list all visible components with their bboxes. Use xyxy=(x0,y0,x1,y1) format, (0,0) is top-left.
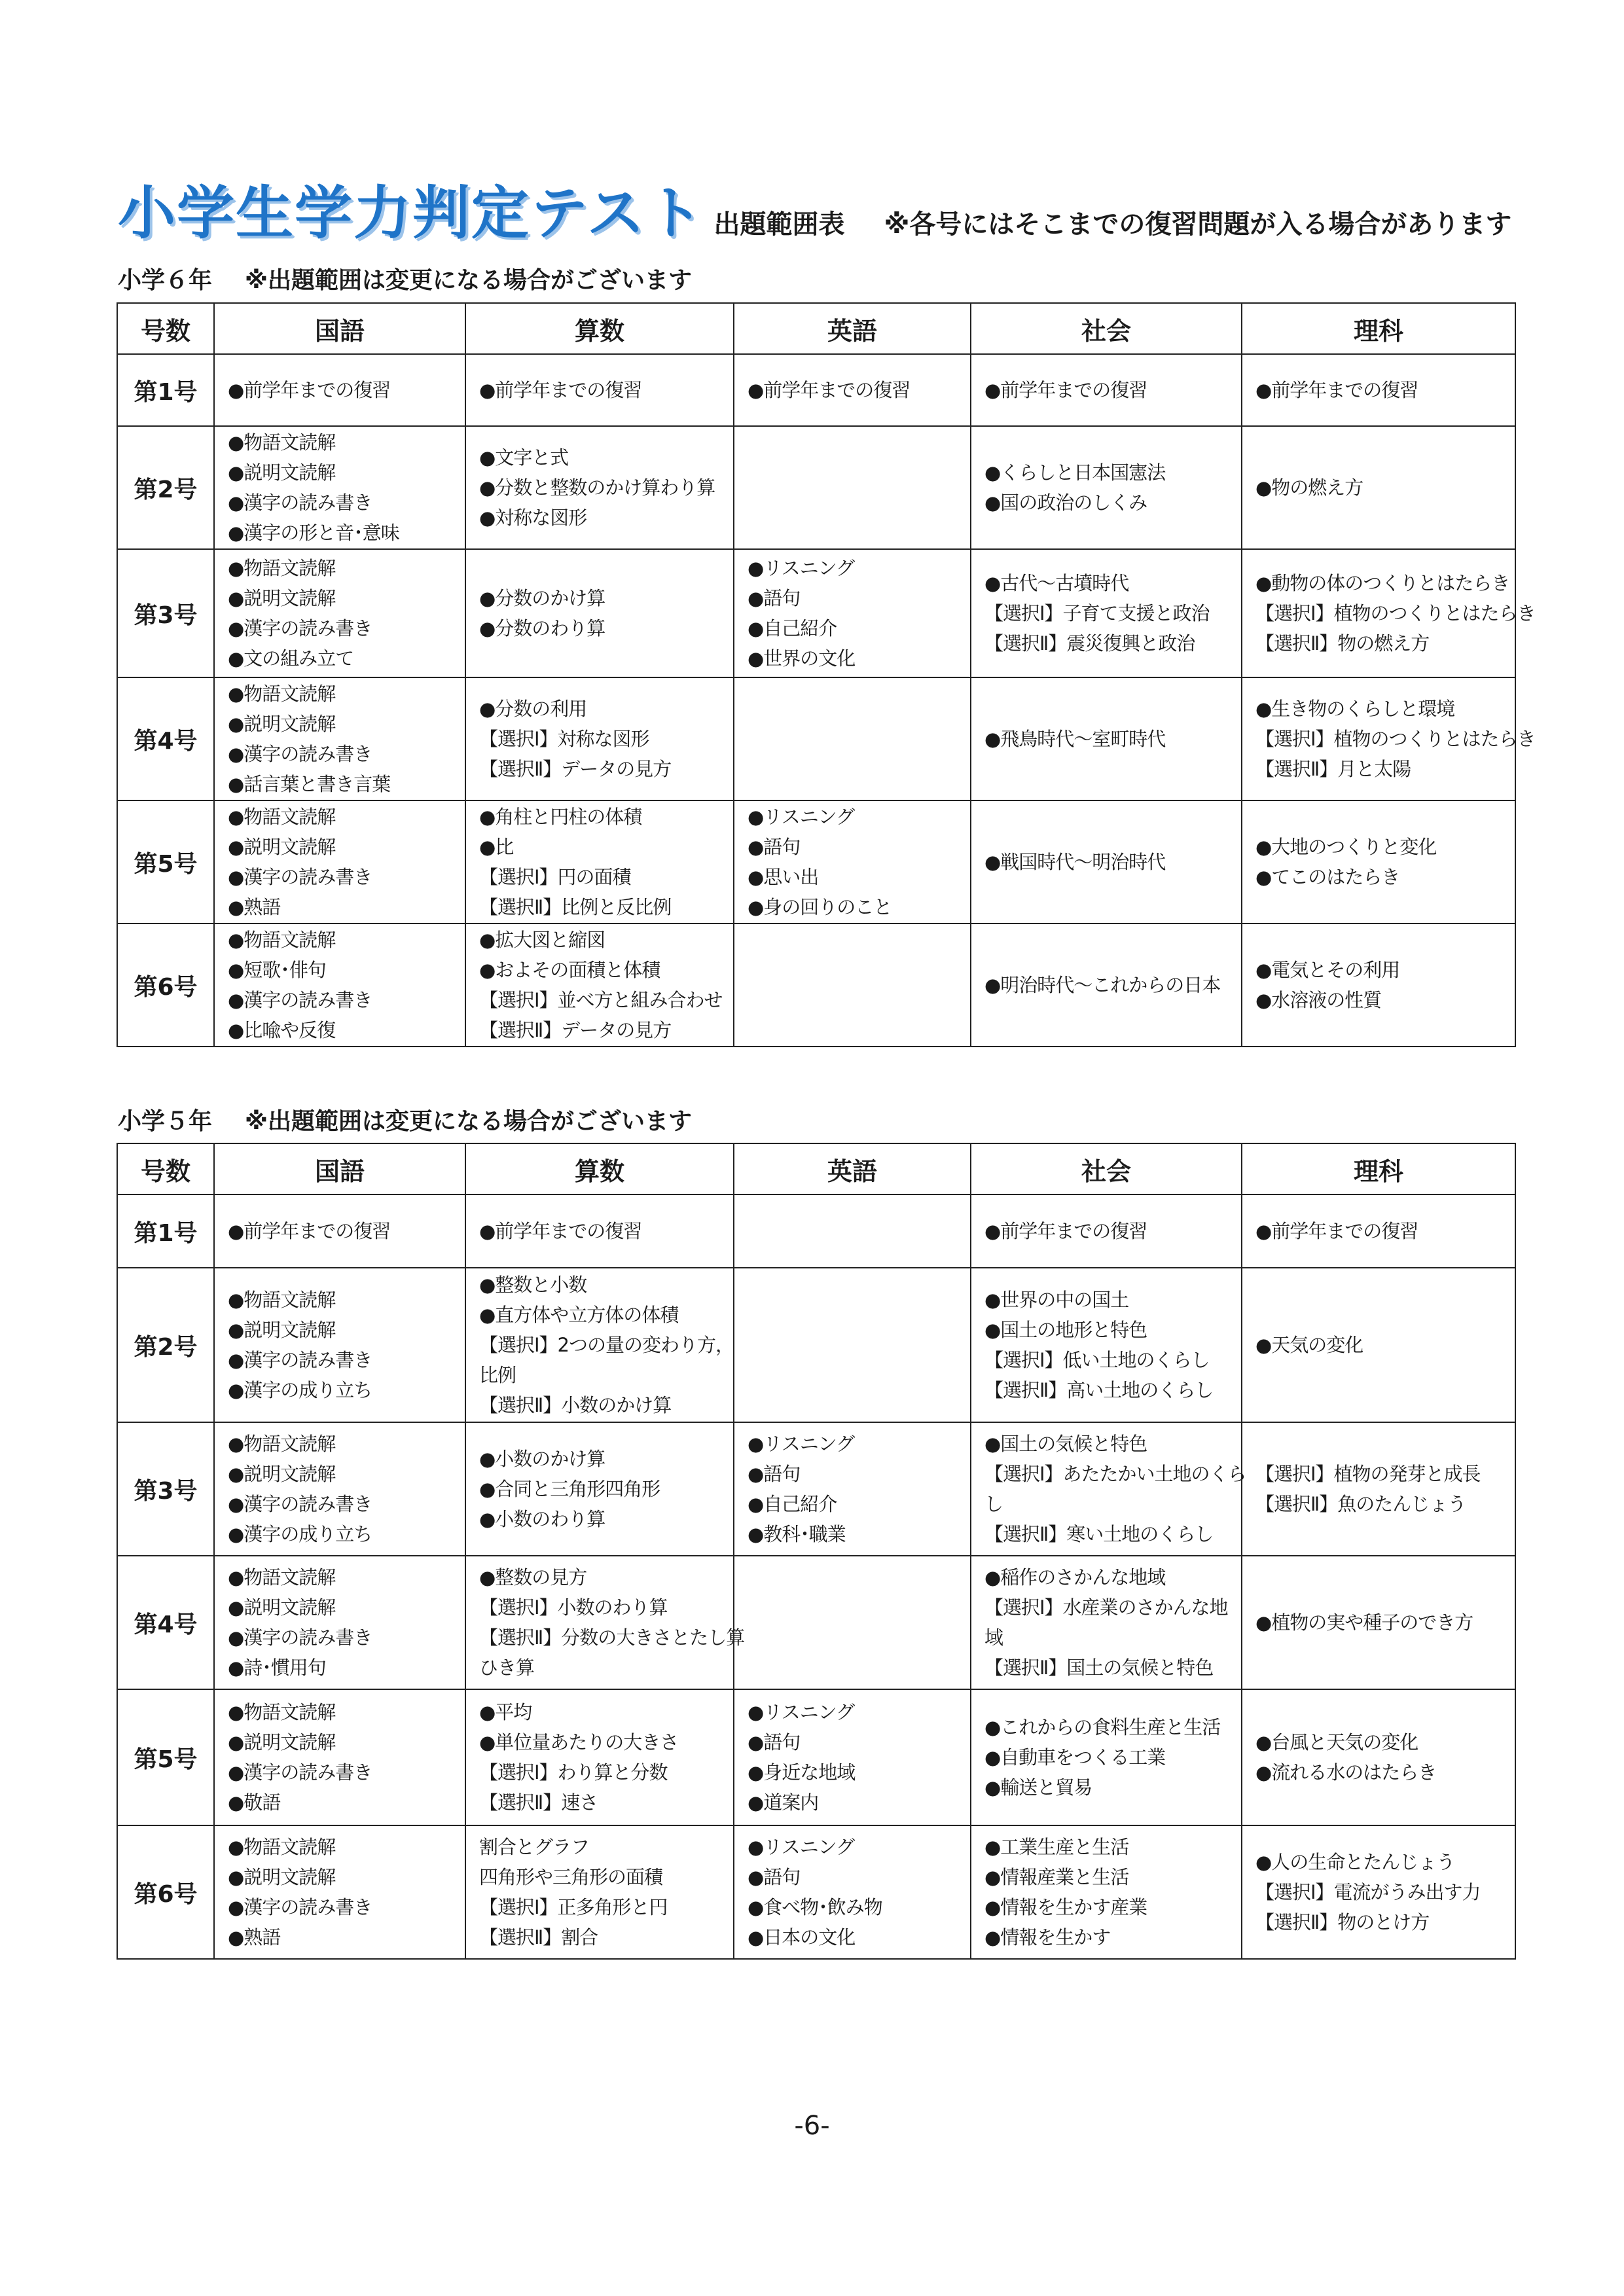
scope-cell-japanese xyxy=(214,1268,465,1422)
topic-item: ●リスニング xyxy=(748,1836,855,1858)
topic-item: ●飛鳥時代～室町時代 xyxy=(984,728,1166,750)
scope-cell-japanese xyxy=(214,1825,465,1959)
scope-cell-english xyxy=(734,1194,971,1268)
page-note: ※各号にはそこまでの復習問題が入る場合があります xyxy=(884,209,1512,240)
topic-item: 【選択Ⅱ】小数のかけ算 xyxy=(479,1394,672,1416)
scope-cell-math xyxy=(465,426,734,549)
topic-item: 【選択Ⅰ】電流がうみ出す力 xyxy=(1255,1881,1481,1903)
topic-item: ●語句 xyxy=(748,1463,801,1485)
topic-item: ●漢字の読み書き xyxy=(228,1761,372,1784)
topic-item: 【選択Ⅰ】並べ方と組み合わせ xyxy=(479,989,723,1011)
topic-item: ●漢字の読み書き xyxy=(228,1349,372,1371)
topic-item: ●物語文読解 xyxy=(228,1289,336,1311)
grade-note: ※出題範囲は変更になる場合がございます xyxy=(245,267,693,294)
topic-item: ●物語文読解 xyxy=(228,431,336,454)
scope-cell-social xyxy=(971,1689,1242,1825)
scope-table-grade6 xyxy=(117,302,1536,1047)
topic-item: ●漢字の読み書き xyxy=(228,743,372,765)
topic-item: ●漢字の成り立ち xyxy=(228,1379,372,1401)
topic-item: ●リスニング xyxy=(748,806,855,828)
scope-cell-social xyxy=(971,354,1242,426)
topic-item: ●分数の利用 xyxy=(479,698,587,720)
scope-cell-japanese xyxy=(214,1556,465,1689)
table-row xyxy=(117,800,1515,924)
topic-item: ●世界の文化 xyxy=(748,647,856,670)
topic-item: ●漢字の読み書き xyxy=(228,989,372,1011)
column-header: 算数 xyxy=(465,1143,734,1194)
table-row xyxy=(117,426,1515,549)
topic-item: ●合同と三角形四角形 xyxy=(479,1478,660,1500)
table-row xyxy=(117,1268,1515,1422)
topic-item: ●てこのはたらき xyxy=(1255,866,1400,888)
topic-item: ●教科･職業 xyxy=(748,1523,846,1545)
scope-cell-japanese xyxy=(214,1689,465,1825)
scope-cell-math xyxy=(465,677,734,800)
topic-item: ●人の生命とたんじょう xyxy=(1255,1851,1455,1873)
scope-cell-science xyxy=(1242,1825,1515,1959)
scope-cell-science xyxy=(1242,1422,1515,1556)
scope-cell-social xyxy=(971,549,1242,677)
scope-cell-english xyxy=(734,549,971,677)
topic-item: 【選択Ⅰ】正多角形と円 xyxy=(479,1896,668,1918)
topic-item: ●角柱と円柱の体積 xyxy=(479,806,642,828)
scope-cell-science xyxy=(1242,426,1515,549)
topic-item: ●語句 xyxy=(748,1731,801,1753)
topic-item: ●物語文読解 xyxy=(228,1433,336,1455)
topic-item: 【選択Ⅱ】データの見方 xyxy=(479,1019,672,1041)
topic-item: 【選択Ⅰ】2つの量の変わり方， xyxy=(479,1334,734,1356)
topic-item: ●世界の中の国土 xyxy=(984,1289,1129,1311)
topic-item: ●天気の変化 xyxy=(1255,1334,1363,1356)
topic-item: ●前学年までの復習 xyxy=(228,379,391,401)
scope-cell-science xyxy=(1242,1268,1515,1422)
scope-cell-math xyxy=(465,924,734,1047)
topic-item: ●物語文読解 xyxy=(228,1566,336,1588)
scope-cell-science xyxy=(1242,800,1515,924)
issue-number: 第4号 xyxy=(117,1556,214,1689)
scope-cell-science xyxy=(1242,354,1515,426)
topic-item: ●文字と式 xyxy=(479,446,569,469)
topic-item: ●説明文読解 xyxy=(228,1866,336,1888)
grade-label: 小学５年 xyxy=(118,1108,213,1135)
issue-number: 第5号 xyxy=(117,800,214,924)
topic-item: ●説明文読解 xyxy=(228,713,336,735)
scope-cell-english xyxy=(734,1556,971,1689)
topic-item: ●小数のわり算 xyxy=(479,1508,605,1530)
scope-cell-english xyxy=(734,1825,971,1959)
topic-item: ●国の政治のしくみ xyxy=(984,492,1147,514)
scope-cell-math xyxy=(465,1422,734,1556)
topic-item: ●拡大図と縮図 xyxy=(479,929,605,951)
topic-item: ●漢字の読み書き xyxy=(228,617,372,639)
issue-number: 第1号 xyxy=(117,1194,214,1268)
scope-cell-science xyxy=(1242,924,1515,1047)
topic-item: ●対称な図形 xyxy=(479,507,587,529)
topic-item: 割合とグラフ xyxy=(479,1836,590,1858)
issue-number: 第3号 xyxy=(117,1422,214,1556)
scope-cell-japanese xyxy=(214,1194,465,1268)
topic-item: ●前学年までの復習 xyxy=(479,379,642,401)
scope-cell-english xyxy=(734,354,971,426)
column-header: 理科 xyxy=(1242,1143,1515,1194)
topic-item: ●およその面積と体積 xyxy=(479,959,660,981)
topic-item: ●熟語 xyxy=(228,896,281,918)
topic-item: ●漢字の読み書き xyxy=(228,1493,372,1515)
topic-item: 【選択Ⅰ】対称な図形 xyxy=(479,728,649,750)
topic-item: ●戦国時代～明治時代 xyxy=(984,851,1166,873)
topic-item: ●国土の気候と特色 xyxy=(984,1433,1147,1455)
topic-item: ●情報を生かす xyxy=(984,1926,1111,1948)
issue-number: 第4号 xyxy=(117,677,214,800)
scope-cell-social xyxy=(971,1194,1242,1268)
topic-item: 【選択Ⅱ】震災復興と政治 xyxy=(984,632,1195,655)
table-row xyxy=(117,1689,1515,1825)
scope-cell-science xyxy=(1242,1689,1515,1825)
scope-cell-social xyxy=(971,677,1242,800)
page-title: 小学生学力判定テスト xyxy=(118,179,705,247)
topic-item: ●短歌･俳句 xyxy=(228,959,326,981)
column-header: 英語 xyxy=(734,303,971,354)
scope-cell-math xyxy=(465,800,734,924)
topic-item: ●敬語 xyxy=(228,1791,281,1814)
topic-item: ●日本の文化 xyxy=(748,1926,856,1948)
topic-item: ●生き物のくらしと環境 xyxy=(1255,698,1455,720)
scope-cell-english xyxy=(734,1422,971,1556)
topic-item: ●物語文読解 xyxy=(228,1836,336,1858)
scope-cell-math xyxy=(465,1194,734,1268)
page-number: -6- xyxy=(794,2111,830,2141)
scope-cell-math xyxy=(465,1825,734,1959)
topic-item: ●古代～古墳時代 xyxy=(984,572,1129,594)
scope-cell-science xyxy=(1242,1194,1515,1268)
column-header: 号数 xyxy=(117,1143,214,1194)
topic-item: ●前学年までの復習 xyxy=(479,1220,642,1242)
topic-item: 【選択Ⅰ】わり算と分数 xyxy=(479,1761,668,1784)
topic-item: 【選択Ⅰ】子育て支援と政治 xyxy=(984,602,1210,624)
column-header: 算数 xyxy=(465,303,734,354)
issue-number: 第3号 xyxy=(117,549,214,677)
scope-cell-science xyxy=(1242,677,1536,800)
topic-item: ●電気とその利用 xyxy=(1255,959,1400,981)
table-row xyxy=(117,354,1515,426)
topic-item: ●小数のかけ算 xyxy=(479,1448,605,1470)
issue-number: 第2号 xyxy=(117,1268,214,1422)
topic-item: ●説明文読解 xyxy=(228,461,336,484)
section-heading-grade5 xyxy=(118,1103,692,1136)
scope-cell-english xyxy=(734,677,971,800)
topic-item: ●流れる水のはたらき xyxy=(1255,1761,1437,1784)
topic-item: ●漢字の読み書き xyxy=(228,866,372,888)
column-header: 理科 xyxy=(1242,303,1515,354)
topic-item: 【選択Ⅱ】割合 xyxy=(479,1926,598,1948)
table-row xyxy=(117,1422,1515,1556)
topic-item: ●比 xyxy=(479,836,514,858)
topic-item: ●前学年までの復習 xyxy=(1255,379,1418,401)
topic-item: ●身の回りのこと xyxy=(748,896,892,918)
scope-cell-science xyxy=(1242,1556,1515,1689)
grade-label: 小学６年 xyxy=(118,267,213,294)
topic-item: ●分数のわり算 xyxy=(479,617,605,639)
topic-item: ひき算 xyxy=(479,1657,535,1679)
topic-item: 【選択Ⅰ】水産業のさかんな地 xyxy=(984,1596,1228,1619)
topic-item: ●漢字の読み書き xyxy=(228,1896,372,1918)
topic-item: 四角形や三角形の面積 xyxy=(479,1866,663,1888)
topic-item: ●リスニング xyxy=(748,557,855,579)
topic-item: ●これからの食料生産と生活 xyxy=(984,1716,1221,1738)
topic-item: ●漢字の形と音･意味 xyxy=(228,522,399,544)
topic-item: ●分数と整数のかけ算わり算 xyxy=(479,476,715,499)
topic-item: ●整数の見方 xyxy=(479,1566,587,1588)
scope-cell-japanese xyxy=(214,677,465,800)
topic-item: ●前学年までの復習 xyxy=(1255,1220,1418,1242)
section-heading-grade6 xyxy=(118,262,692,295)
topic-item: ●動物の体のつくりとはたらき xyxy=(1255,572,1510,594)
scope-cell-english xyxy=(734,800,971,924)
topic-item: ●国土の地形と特色 xyxy=(984,1319,1147,1341)
topic-item: ●物語文読解 xyxy=(228,683,336,705)
table-row xyxy=(117,549,1515,677)
issue-number: 第2号 xyxy=(117,426,214,549)
topic-item: ●文の組み立て xyxy=(228,647,354,670)
column-header: 国語 xyxy=(214,1143,465,1194)
topic-item: ●輸送と貿易 xyxy=(984,1776,1092,1799)
topic-item: 【選択Ⅱ】魚のたんじょう xyxy=(1255,1493,1466,1515)
scope-cell-japanese xyxy=(214,924,465,1047)
topic-item: ●語句 xyxy=(748,1866,801,1888)
page-subtitle: 出題範囲表 xyxy=(713,209,845,240)
column-header: 英語 xyxy=(734,1143,971,1194)
topic-item: ●漢字の読み書き xyxy=(228,492,372,514)
topic-item: 【選択Ⅱ】国土の気候と特色 xyxy=(984,1657,1214,1679)
scope-cell-social xyxy=(971,426,1242,549)
table-header-row xyxy=(117,303,1515,354)
scope-cell-japanese xyxy=(214,1422,465,1556)
topic-item: 【選択Ⅱ】物のとけ方 xyxy=(1255,1911,1430,1933)
topic-item: 【選択Ⅱ】速さ xyxy=(479,1791,598,1814)
topic-item: 【選択Ⅱ】比例と反比例 xyxy=(479,896,672,918)
topic-item: 【選択Ⅱ】寒い土地のくらし xyxy=(984,1523,1214,1545)
topic-item: 比例 xyxy=(479,1364,516,1386)
issue-number: 第1号 xyxy=(117,354,214,426)
topic-item: ●情報産業と生活 xyxy=(984,1866,1129,1888)
topic-item: ●直方体や立方体の体積 xyxy=(479,1304,679,1326)
topic-item: ●整数と小数 xyxy=(479,1274,587,1296)
scope-cell-math xyxy=(465,549,734,677)
topic-item: ●物の燃え方 xyxy=(1255,476,1363,499)
topic-item: ●水溶液の性質 xyxy=(1255,989,1382,1011)
topic-item: 【選択Ⅰ】植物のつくりとはたらき xyxy=(1255,602,1536,624)
topic-item: ●比喩や反復 xyxy=(228,1019,336,1041)
topic-item: ●単位量あたりの大きさ xyxy=(479,1731,679,1753)
topic-item: ●熟語 xyxy=(228,1926,281,1948)
scope-cell-social xyxy=(971,1825,1242,1959)
topic-item: 【選択Ⅰ】植物のつくりとはたらき xyxy=(1255,728,1536,750)
table-header-row xyxy=(117,1143,1515,1194)
scope-cell-math xyxy=(465,1689,734,1825)
scope-cell-math xyxy=(465,1268,734,1422)
topic-item: ●情報を生かす産業 xyxy=(984,1896,1147,1918)
scope-table-grade5 xyxy=(117,1143,1516,1960)
topic-item: ●前学年までの復習 xyxy=(228,1220,391,1242)
issue-number: 第6号 xyxy=(117,1825,214,1959)
topic-item: 【選択Ⅰ】小数のわり算 xyxy=(479,1596,668,1619)
topic-item: ●身近な地域 xyxy=(748,1761,856,1784)
topic-item: ●物語文読解 xyxy=(228,806,336,828)
scope-cell-social xyxy=(971,924,1242,1047)
topic-item: 【選択Ⅰ】植物の発芽と成長 xyxy=(1255,1463,1481,1485)
topic-item: ●漢字の成り立ち xyxy=(228,1523,372,1545)
topic-item: ●リスニング xyxy=(748,1701,855,1723)
topic-item: ●物語文読解 xyxy=(228,929,336,951)
topic-item: ●物語文読解 xyxy=(228,1701,336,1723)
topic-item: ●自己紹介 xyxy=(748,617,837,639)
grade-note: ※出題範囲は変更になる場合がございます xyxy=(245,1108,693,1135)
topic-item: ●物語文読解 xyxy=(228,557,336,579)
topic-item: ●説明文読解 xyxy=(228,1319,336,1341)
topic-item: ●漢字の読み書き xyxy=(228,1626,372,1649)
table-row xyxy=(117,1556,1515,1689)
topic-item: ●稲作のさかんな地域 xyxy=(984,1566,1166,1588)
topic-item: ●台風と天気の変化 xyxy=(1255,1731,1418,1753)
topic-item: 【選択Ⅱ】データの見方 xyxy=(479,758,672,780)
issue-number: 第6号 xyxy=(117,924,214,1047)
column-header: 国語 xyxy=(214,303,465,354)
topic-item: し xyxy=(984,1493,1003,1515)
topic-item: ●説明文読解 xyxy=(228,836,336,858)
topic-item: ●説明文読解 xyxy=(228,1731,336,1753)
topic-item: ●説明文読解 xyxy=(228,587,336,609)
scope-cell-social xyxy=(971,1268,1242,1422)
issue-number: 第5号 xyxy=(117,1689,214,1825)
topic-item: 【選択Ⅱ】月と太陽 xyxy=(1255,758,1411,780)
topic-item: 域 xyxy=(984,1626,1003,1649)
topic-item: ●道案内 xyxy=(748,1791,819,1814)
topic-item: ●リスニング xyxy=(748,1433,855,1455)
topic-item: ●前学年までの復習 xyxy=(984,1220,1147,1242)
topic-item: 【選択Ⅱ】分数の大きさとたし算 xyxy=(479,1626,745,1649)
scope-cell-math xyxy=(465,354,734,426)
topic-item: ●明治時代～これからの日本 xyxy=(984,974,1221,996)
topic-item: ●工業生産と生活 xyxy=(984,1836,1129,1858)
table-row xyxy=(117,924,1515,1047)
topic-item: ●詩･慣用句 xyxy=(228,1657,326,1679)
table-row xyxy=(117,1825,1515,1959)
topic-item: ●植物の実や種子のでき方 xyxy=(1255,1611,1473,1634)
column-header: 号数 xyxy=(117,303,214,354)
table-row xyxy=(117,1194,1515,1268)
scope-cell-science xyxy=(1242,549,1536,677)
scope-cell-japanese xyxy=(214,354,465,426)
scope-cell-english xyxy=(734,1689,971,1825)
scope-cell-social xyxy=(971,1556,1242,1689)
scope-cell-japanese xyxy=(214,800,465,924)
topic-item: 【選択Ⅱ】物の燃え方 xyxy=(1255,632,1430,655)
scope-cell-english xyxy=(734,924,971,1047)
column-header: 社会 xyxy=(971,303,1242,354)
topic-item: ●話言葉と書き言葉 xyxy=(228,773,391,795)
topic-item: ●自己紹介 xyxy=(748,1493,837,1515)
page-header xyxy=(118,168,1511,250)
scope-cell-social xyxy=(971,1422,1246,1556)
topic-item: ●自動車をつくる工業 xyxy=(984,1746,1166,1768)
topic-item: 【選択Ⅱ】高い土地のくらし xyxy=(984,1379,1214,1401)
topic-item: ●大地のつくりと変化 xyxy=(1255,836,1437,858)
topic-item: 【選択Ⅰ】あたたかい土地のくら xyxy=(984,1463,1246,1485)
topic-item: 【選択Ⅰ】円の面積 xyxy=(479,866,631,888)
topic-item: ●分数のかけ算 xyxy=(479,587,605,609)
topic-item: ●くらしと日本国憲法 xyxy=(984,461,1166,484)
topic-item: ●語句 xyxy=(748,836,801,858)
topic-item: ●食べ物･飲み物 xyxy=(748,1896,882,1918)
table-row xyxy=(117,677,1515,800)
scope-cell-english xyxy=(734,1268,971,1422)
topic-item: 【選択Ⅰ】低い土地のくらし xyxy=(984,1349,1210,1371)
scope-cell-math xyxy=(465,1556,745,1689)
topic-item: ●平均 xyxy=(479,1701,532,1723)
topic-item: ●前学年までの復習 xyxy=(748,379,911,401)
topic-item: ●語句 xyxy=(748,587,801,609)
topic-item: ●思い出 xyxy=(748,866,819,888)
column-header: 社会 xyxy=(971,1143,1242,1194)
topic-item: ●前学年までの復習 xyxy=(984,379,1147,401)
scope-cell-english xyxy=(734,426,971,549)
scope-cell-japanese xyxy=(214,549,465,677)
topic-item: ●説明文読解 xyxy=(228,1463,336,1485)
scope-cell-japanese xyxy=(214,426,465,549)
scope-cell-social xyxy=(971,800,1242,924)
topic-item: ●説明文読解 xyxy=(228,1596,336,1619)
